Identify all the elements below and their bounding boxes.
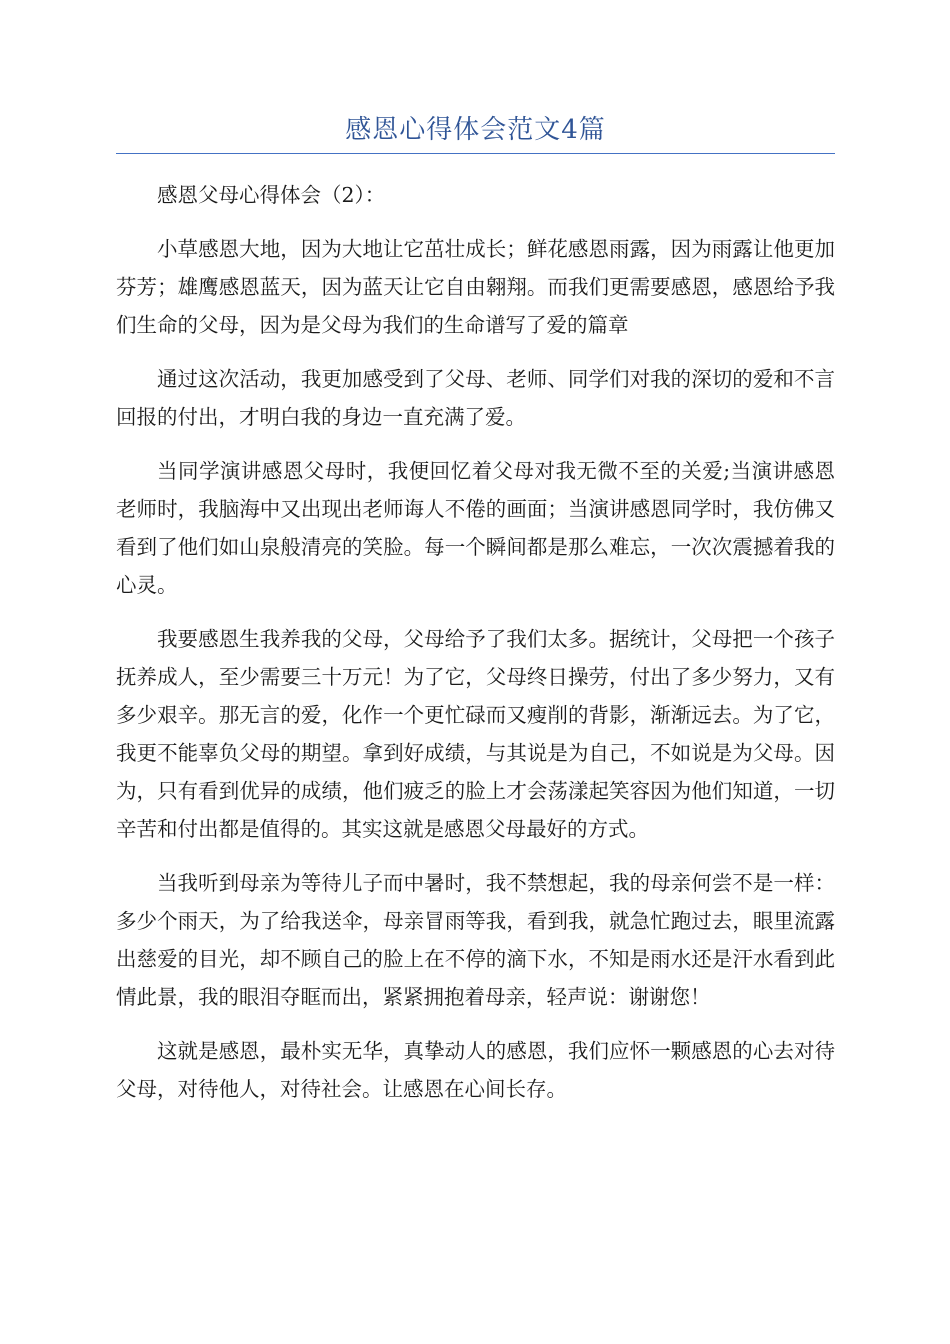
document-title: 感恩心得体会范文4篇 — [345, 115, 606, 145]
paragraph: 小草感恩大地，因为大地让它茁壮成长；鲜花感恩雨露，因为雨露让他更加芬芳；雄鹰感恩蓝天，因为蓝天让它自由翱翔。而我们更需要感恩，感恩给予我们生命的父母，因为是父母为我们的生命谱写了爱的篇章 — [116, 237, 835, 337]
section-heading: 感恩父母心得体会（2）： — [157, 183, 386, 207]
document-body — [116, 176, 835, 1124]
paragraph: 我要感恩生我养我的父母，父母给予了我们太多。据统计，父母把一个孩子抚养成人，至少需要三十万元！为了它，父母终日操劳，付出了多少努力，又有多少艰辛。那无言的爱，化作一个更忙碌而又瘦削的背影，渐渐远去。为了它，我更不能辜负父母的期望。拿到好成绩，与其说是为自己，不如说是为父母。因为，只有看到优异的成绩，他们疲乏的脸上才会荡漾起笑容因为他们知道，一切辛苦和付出都是值得的。其实这就是感恩父母最好的方式。 — [116, 627, 835, 841]
paragraph: 这就是感恩，最朴实无华，真挚动人的感恩，我们应怀一颗感恩的心去对待父母，对待他人，对待社会。让感恩在心间长存。 — [116, 1039, 835, 1101]
paragraph: 当我听到母亲为等待儿子而中暑时，我不禁想起，我的母亲何尝不是一样：多少个雨天，为了给我送伞，母亲冒雨等我，看到我，就急忙跑过去，眼里流露出慈爱的目光，却不顾自己的脸上在不停的滴下水，不知是雨水还是汗水看到此情此景，我的眼泪夺眶而出，紧紧拥抱着母亲，轻声说：谢谢您！ — [116, 871, 835, 1009]
paragraph: 当同学演讲感恩父母时，我便回忆着父母对我无微不至的关爱;当演讲感恩老师时，我脑海中又出现出老师诲人不倦的画面；当演讲感恩同学时，我仿佛又看到了他们如山泉般清亮的笑脸。每一个瞬间都是那么难忘，一次次震撼着我的心灵。 — [116, 459, 835, 597]
paragraph: 通过这次活动，我更加感受到了父母、老师、同学们对我的深切的爱和不言回报的付出，才明白我的身边一直充满了爱。 — [116, 367, 835, 429]
title-underline — [116, 153, 835, 154]
